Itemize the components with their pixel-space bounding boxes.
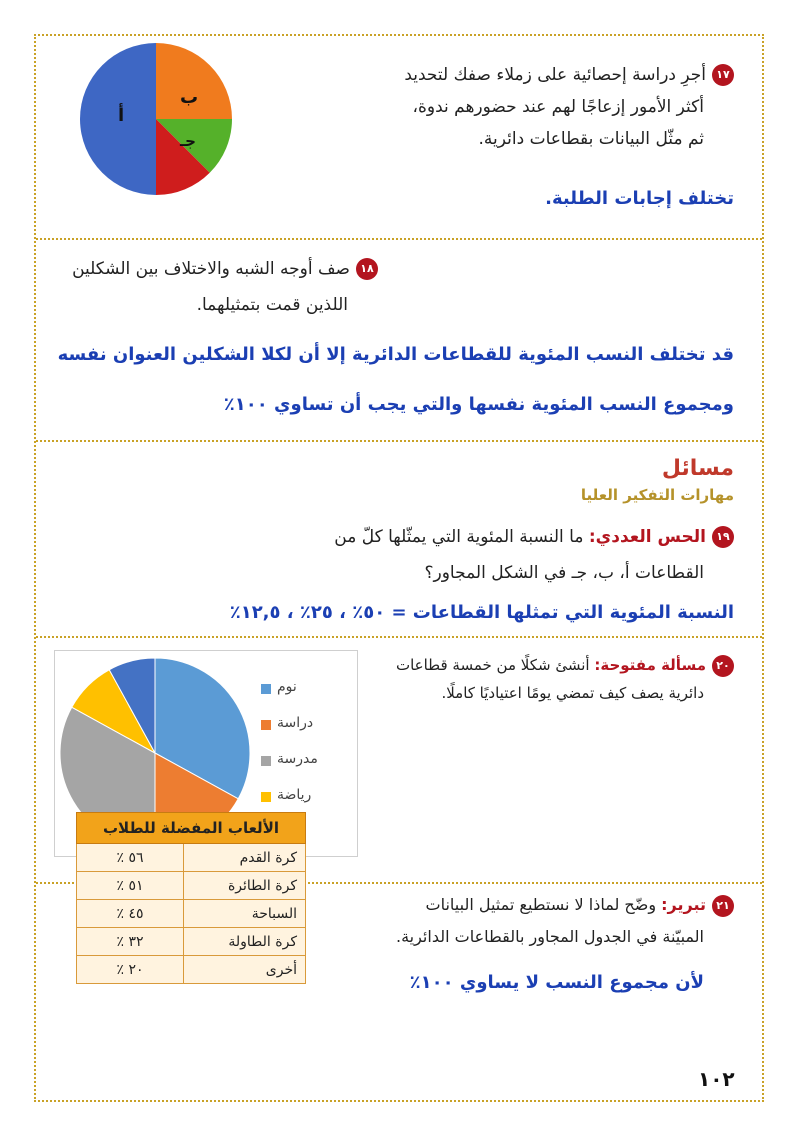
table-row [77, 956, 306, 984]
legend-swatch [261, 720, 271, 730]
legend-label: مدرسة [277, 751, 318, 767]
game-value: ٥١ ٪ [77, 872, 184, 900]
q19-answer: النسبة المئوية التي تمثلها القطاعات = ٥٠٪ ، ٢٥٪ ، ١٢,٥٪ [229, 602, 734, 623]
q18-number: ١٨ [356, 258, 378, 280]
q21-line-2: المبيّنة في الجدول المجاور بالقطاعات الدائرية. [395, 927, 704, 946]
pie-label-b: ب [180, 87, 199, 108]
q18-answer-1: قد تختلف النسب المئوية للقطاعات الدائرية إلا أن لكلا الشكلين العنوان نفسه [57, 344, 734, 365]
game-name: أخرى [184, 956, 306, 984]
q21-number: ٢١ [712, 895, 734, 917]
game-name: كرة القدم [184, 844, 306, 872]
game-name: كرة الطائرة [184, 872, 306, 900]
table-row [77, 900, 306, 928]
q18-line-2: اللذين قمت بتمثيلهما. [196, 295, 348, 315]
game-name: كرة الطاولة [184, 928, 306, 956]
table-row [77, 928, 306, 956]
legend-swatch [261, 792, 271, 802]
legend-swatch [261, 756, 271, 766]
q17-line-1: ١٧أجرِ دراسة إحصائية على زملاء صفك لتحديد [404, 60, 734, 90]
q18-line-1: ١٨صف أوجه الشبه والاختلاف بين الشكلين [72, 254, 378, 284]
table-row [77, 844, 306, 872]
q20-number: ٢٠ [712, 655, 734, 677]
q17-pie-chart [76, 39, 236, 199]
legend-swatch [261, 684, 271, 694]
legend-label: نوم [277, 679, 297, 695]
q17-line-3: ثم مثّل البيانات بقطاعات دائرية. [478, 129, 704, 149]
q19-line-1: ١٩الحس العددي: ما النسبة المئوية التي يمثّلها كلّ من [334, 522, 734, 552]
pie-label-c: جـ [180, 132, 196, 150]
section-title: مسائل [661, 456, 734, 481]
q21-lead: تبرير: [661, 895, 706, 914]
table-title: الألعاب المفضلة للطلاب [77, 813, 306, 844]
legend-label: رياضة [277, 787, 312, 803]
q17-answer: تختلف إجابات الطلبة. [545, 188, 734, 209]
q21-answer: لأن مجموع النسب لا يساوي ١٠٠٪ [409, 972, 704, 993]
q17-number: ١٧ [712, 64, 734, 86]
q19-lead: الحس العددي: [588, 527, 706, 547]
q17-line-2: أكثر الأمور إزعاجًا لهم عند حضورهم ندوة، [412, 97, 704, 117]
pie-label-a: أ [118, 105, 125, 126]
game-value: ٢٠ ٪ [77, 956, 184, 984]
game-name: السباحة [184, 900, 306, 928]
q21-line-1: ٢١تبرير: وضّح لماذا لا نستطيع تمثيل البيانات [426, 890, 734, 920]
separator [36, 440, 762, 442]
separator [36, 636, 762, 638]
table-row [77, 872, 306, 900]
section-subtitle: مهارات التفكير العليا [580, 486, 734, 504]
q18-answer-2: ومجموع النسب المئوية نفسها والتي يجب أن تساوي ١٠٠٪ [223, 394, 734, 415]
separator [36, 238, 762, 240]
q20-line-1: ٢٠مسألة مفتوحة: أنشئ شكلًا من خمسة قطاعات [396, 650, 734, 680]
q19-line-2: القطاعات أ، ب، جـ في الشكل المجاور؟ [424, 563, 704, 583]
game-value: ٥٦ ٪ [77, 844, 184, 872]
q20-line-2: دائرية يصف كيف تمضي يومًا اعتياديًا كاملًا. [441, 684, 704, 702]
game-value: ٤٥ ٪ [77, 900, 184, 928]
q19-number: ١٩ [712, 526, 734, 548]
q20-lead: مسألة مفتوحة: [594, 656, 706, 674]
legend-label: دراسة [277, 715, 314, 731]
favorite-games-table [76, 812, 306, 984]
page-number: ١٠٢ [698, 1067, 735, 1091]
game-value: ٣٢ ٪ [77, 928, 184, 956]
